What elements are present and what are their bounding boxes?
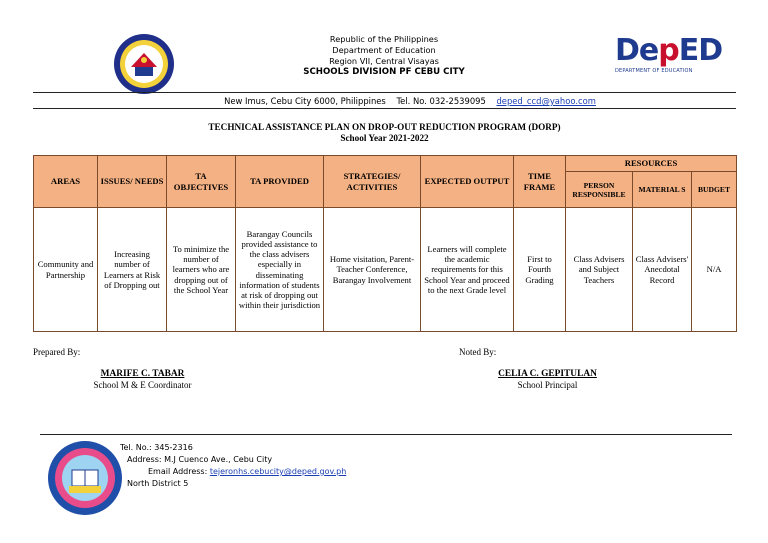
header-strategies: STRATEGIES/ ACTIVITIES (324, 156, 421, 208)
header-budget: BUDGET (692, 172, 737, 208)
cell-budget: N/A (692, 208, 737, 332)
header-department: Department of Education (332, 45, 436, 55)
header-materials: MATERIAL S (633, 172, 692, 208)
header-republic: Republic of the Philippines (329, 34, 439, 44)
header-time-frame: TIME FRAME (514, 156, 566, 208)
footer-email-link[interactable]: tejeronhs.cebucity@deped.gov.ph (209, 467, 347, 476)
contact-tel: Tel. No. 032-2539095 (396, 96, 486, 106)
header-areas: AREAS (34, 156, 98, 208)
contact-email-link[interactable]: deped_ccd@yahoo.com (496, 96, 596, 106)
deped-logo: DepED DEPARTMENT OF EDUCATION (615, 33, 723, 74)
header-contact-line (200, 96, 620, 106)
cell-issues: Increasing number of Learners at Risk of Dropping out (98, 208, 167, 332)
deped-logo-subtext: DEPARTMENT OF EDUCATION (615, 68, 693, 74)
noted-by-name: CELIA C. GEPITULAN (498, 369, 597, 379)
document-subtitle: School Year 2021-2022 (340, 133, 429, 143)
prepared-by-name: MARIFE C. TABAR (100, 369, 185, 379)
header-region: Region VII, Central Visayas (329, 56, 439, 66)
cell-person-responsible: Class Advisers and Subject Teachers (566, 208, 633, 332)
header-ta-objectives: TA OBJECTIVES (167, 156, 236, 208)
header-resources: RESOURCES (566, 156, 737, 172)
footer-address: Address: M.J Cuenco Ave., Cebu City (127, 455, 273, 464)
document-title: TECHNICAL ASSISTANCE PLAN ON DROP-OUT REDUCTION PROGRAM (DORP) (208, 122, 561, 132)
division-seal-logo (113, 33, 175, 95)
cell-expected-output: Learners will complete the academic requirements for this School Year and proceed to the next Grade level (421, 208, 514, 332)
header-expected-output: EXPECTED OUTPUT (421, 156, 514, 208)
prepared-by-label: Prepared By: (33, 347, 81, 357)
cell-strategies: Home visitation, Parent-Teacher Conference, Barangay Involvement (324, 208, 421, 332)
contact-address: New Imus, Cebu City 6000, Philippines (224, 96, 386, 106)
school-seal-logo (47, 440, 123, 516)
cell-time-frame: First to Fourth Grading (514, 208, 566, 332)
prepared-by-role: School M & E Coordinator (93, 380, 192, 390)
footer-email-line (148, 466, 346, 478)
header-person-responsible: PERSON RESPONSIBLE (566, 172, 633, 208)
cell-materials: Class Advisers' Anecdotal Record (633, 208, 692, 332)
header-issues: ISSUES/ NEEDS (98, 156, 167, 208)
cell-ta-objectives: To minimize the number of learners who are dropping out of the School Year (167, 208, 236, 332)
footer-tel: Tel. No.: 345-2316 (120, 443, 193, 452)
cell-ta-provided: Barangay Councils provided assistance to the class advisers especially in disseminating information of students at risk of dropping out within their jurisdiction (236, 208, 324, 332)
noted-by-role: School Principal (517, 380, 578, 390)
cell-areas: Community and Partnership (34, 208, 98, 332)
table-row (34, 208, 737, 332)
footer-email-label: Email Address: (148, 467, 210, 476)
footer-district: North District 5 (127, 479, 189, 488)
noted-by-label: Noted By: (459, 347, 497, 357)
header-division: SCHOOLS DIVISION PF CEBU CITY (303, 67, 465, 77)
header-ta-provided: TA PROVIDED (236, 156, 324, 208)
plan-table (33, 155, 737, 332)
